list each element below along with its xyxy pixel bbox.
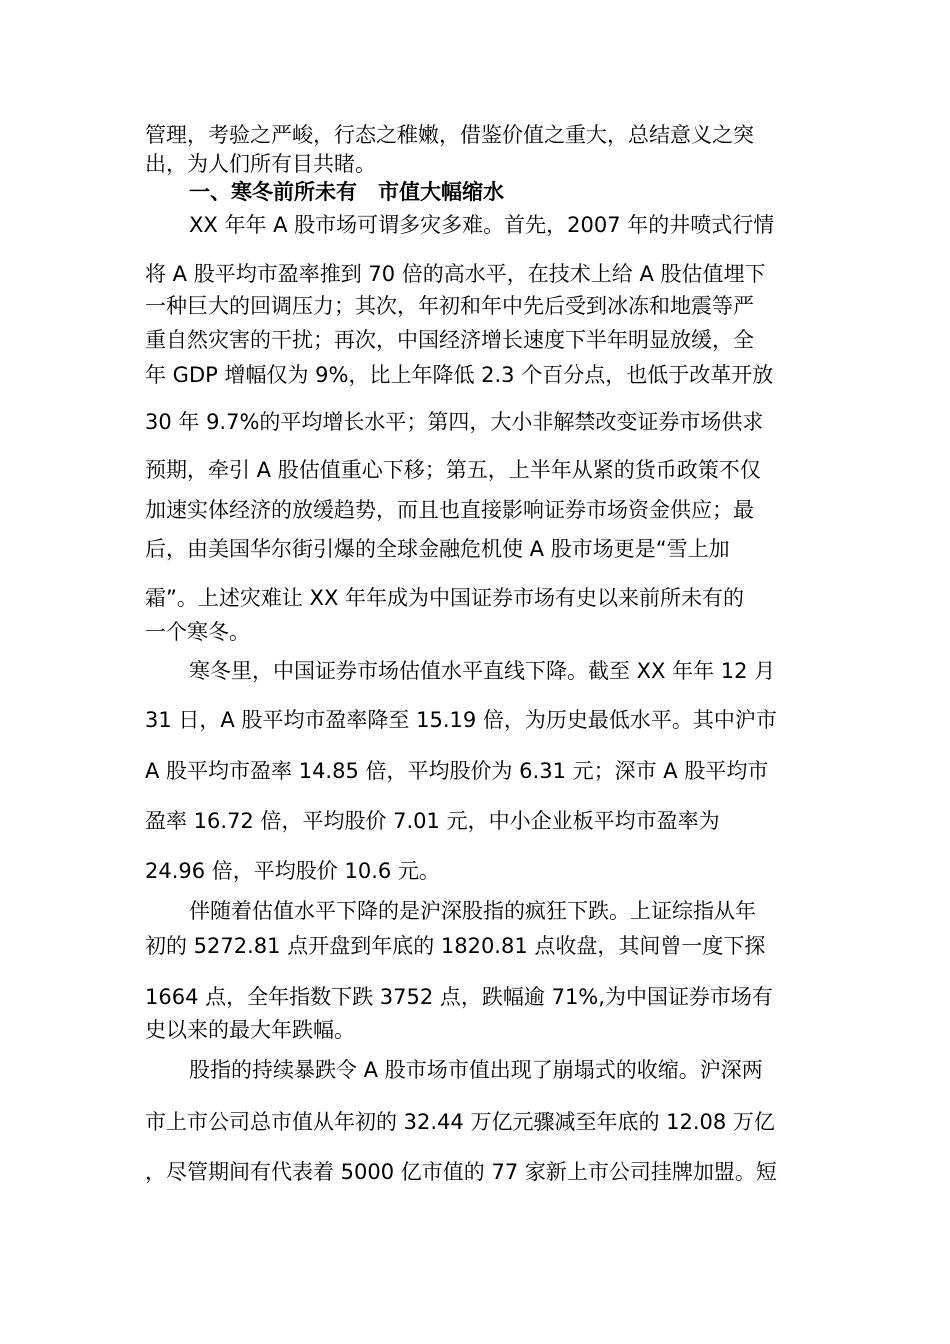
paragraph-line: 重自然灾害的干扰；再次，中国经济增长速度下半年明显放缓，全 xyxy=(145,328,754,352)
paragraph-line: 股指的持续暴跌令 A 股市场市值出现了崩塌式的收缩。沪深两 xyxy=(189,1058,763,1082)
paragraph-line: ，尽管期间有代表着 5000 亿市值的 77 家新上市公司挂牌加盟。短 xyxy=(145,1160,777,1184)
paragraph-line: A 股平均市盈率 14.85 倍，平均股价为 6.31 元；深市 A 股平均市 xyxy=(145,759,769,783)
paragraph-line: 后，由美国华尔街引爆的全球金融危机使 A 股市场更是“雪上加 xyxy=(145,537,730,561)
paragraph-line: 史以来的最大年跌幅。 xyxy=(145,1018,355,1042)
paragraph-line: 将 A 股平均市盈率推到 70 倍的高水平，在技术上给 A 股估值埋下 xyxy=(145,262,766,286)
intro-line: 管理，考验之严峻，行态之稚嫩，借鉴价值之重大，总结意义之突 xyxy=(145,123,754,147)
paragraph-line: 加速实体经济的放缓趋势，而且也直接影响证券市场资金供应；最 xyxy=(145,498,754,522)
paragraph-line: 市上市公司总市值从年初的 32.44 万亿元骤减至年底的 12.08 万亿 xyxy=(145,1110,775,1134)
paragraph-line: 寒冬里，中国证券市场估值水平直线下降。截至 XX 年年 12 月 xyxy=(189,659,776,683)
section-heading: 一、寒冬前所未有 市值大幅缩水 xyxy=(189,180,504,204)
paragraph-line: 初的 5272.81 点开盘到年底的 1820.81 点收盘，其间曾一度下探 xyxy=(145,934,766,958)
paragraph-line: 预期，牵引 A 股估值重心下移；第五，上半年从紧的货币政策不仅 xyxy=(145,458,761,482)
paragraph-line: 30 年 9.7%的平均增长水平；第四，大小非解禁改变证券市场供求 xyxy=(145,410,764,434)
paragraph-line: 一种巨大的回调压力；其次，年初和年中先后受到冰冻和地震等严 xyxy=(145,294,754,318)
intro-line: 出，为人们所有目共睹。 xyxy=(145,152,376,176)
paragraph-line: 伴随着估值水平下降的是沪深股指的疯狂下跌。上证综指从年 xyxy=(189,899,756,923)
paragraph-line: 1664 点，全年指数下跌 3752 点，跌幅逾 71%,为中国证券市场有 xyxy=(145,985,773,1009)
paragraph-line: 年 GDP 增幅仅为 9%，比上年降低 2.3 个百分点，也低于改革开放 xyxy=(145,363,774,387)
paragraph-line: XX 年年 A 股市场可谓多灾多难。首先，2007 年的井喷式行情 xyxy=(189,213,775,237)
paragraph-line: 霜”。上述灾难让 XX 年年成为中国证券市场有史以来前所未有的 xyxy=(145,586,745,610)
paragraph-line: 盈率 16.72 倍，平均股价 7.01 元，中小企业板平均市盈率为 xyxy=(145,809,720,833)
paragraph-line: 一个寒冬。 xyxy=(145,620,250,644)
paragraph-line: 31 日，A 股平均市盈率降至 15.19 倍，为历史最低水平。其中沪市 xyxy=(145,708,777,732)
paragraph-line: 24.96 倍，平均股价 10.6 元。 xyxy=(145,859,440,883)
